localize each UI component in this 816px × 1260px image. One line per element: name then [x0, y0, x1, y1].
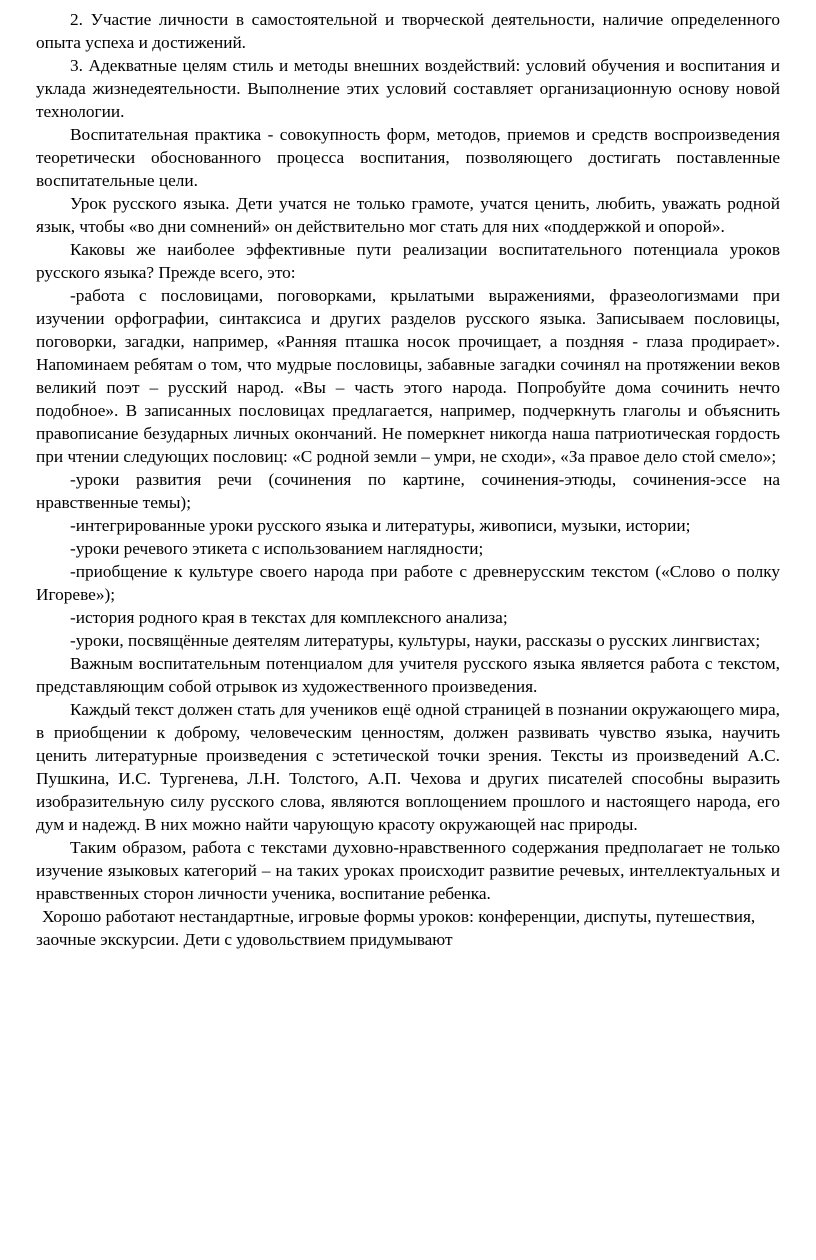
paragraph: Хорошо работают нестандартные, игровые формы уроков: конференции, диспуты, путешествия, заочные экскурсии. Дети с удовольствием придумывают [36, 907, 756, 949]
paragraph: -работа с пословицами, поговорками, крылатыми выражениями, фразеологизмами при изучении орфографии, синтаксиса и других разделов русского языка. Записываем пословицы, поговорки, загадки, например, «Ранняя пташка носок прочищает, а поздняя - глаза продирает». Напоминаем ребятам о том, что мудрые пословицы, забавные загадки сочинял на протяжении веков великий поэт – русский народ. «Вы – часть этого народа. Попробуйте дома сочинить нечто подобное». В записанных пословицах предлагается, например, подчеркнуть глаголы и объяснить правописание безударных личных окончаний. Не померкнет никогда наша патриотическая гордость при чтении следующих пословиц: «С родной земли – умри, не сходи», «За правое дело стой смело»; [36, 286, 780, 466]
paragraph: -уроки речевого этикета с использованием наглядности; [70, 539, 484, 558]
paragraph: -история родного края в текстах для комплексного анализа; [70, 608, 508, 627]
paragraph: Воспитательная практика - совокупность форм, методов, приемов и средств воспроизведения теоретически обоснованного процесса воспитания, позволяющего достигать поставленные воспитательные цели. [36, 125, 780, 190]
paragraph: -уроки, посвящённые деятелям литературы, культуры, науки, рассказы о русских лингвистах; [70, 631, 761, 650]
paragraph: -приобщение к культуре своего народа при работе с древнерусским текстом («Слово о полку Игореве»); [36, 562, 780, 604]
paragraph: Урок русского языка. Дети учатся не только грамоте, учатся ценить, любить, уважать родной язык, чтобы «во дни сомнений» он действительно мог стать для них «поддержкой и опорой». [36, 194, 780, 236]
paragraph: -уроки развития речи (сочинения по картине, сочинения-этюды, сочинения-эссе на нравственные темы); [36, 470, 780, 512]
paragraph: Таким образом, работа с текстами духовно-нравственного содержания предполагает не только изучение языковых категорий – на таких уроках происходит развитие речевых, интеллектуальных и нравственных сторон личности ученика, воспитание ребенка. [36, 838, 780, 903]
paragraph: 2. Участие личности в самостоятельной и творческой деятельности, наличие определенного опыта успеха и достижений. [36, 10, 780, 52]
paragraph: Каждый текст должен стать для учеников ещё одной страницей в познании окружающего мира, в приобщении к доброму, человеческим ценностям, должен развивать чувство языка, научить ценить литературные произведения с эстетической точки зрения. Тексты из произведений А.С. Пушкина, И.С. Тургенева, Л.Н. Толстого, А.П. Чехова и других писателей способны выразить изобразительную силу русского слова, являются воплощением прошлого и настоящего народа, его дум и надежд. В них можно найти чарующую красоту окружающей нас природы. [36, 700, 780, 834]
paragraph: Каковы же наиболее эффективные пути реализации воспитательного потенциала уроков русского языка? Прежде всего, это: [36, 240, 780, 282]
paragraph: Важным воспитательным потенциалом для учителя русского языка является работа с текстом, представляющим собой отрывок из художественного произведения. [36, 654, 780, 696]
document-body [36, 8, 780, 951]
paragraph: -интегрированные уроки русского языка и литературы, живописи, музыки, истории; [70, 516, 691, 535]
paragraph: 3. Адекватные целям стиль и методы внешних воздействий: условий обучения и воспитания и уклада жизнедеятельности. Выполнение этих условий составляет организационную основу новой технологии. [36, 56, 780, 121]
